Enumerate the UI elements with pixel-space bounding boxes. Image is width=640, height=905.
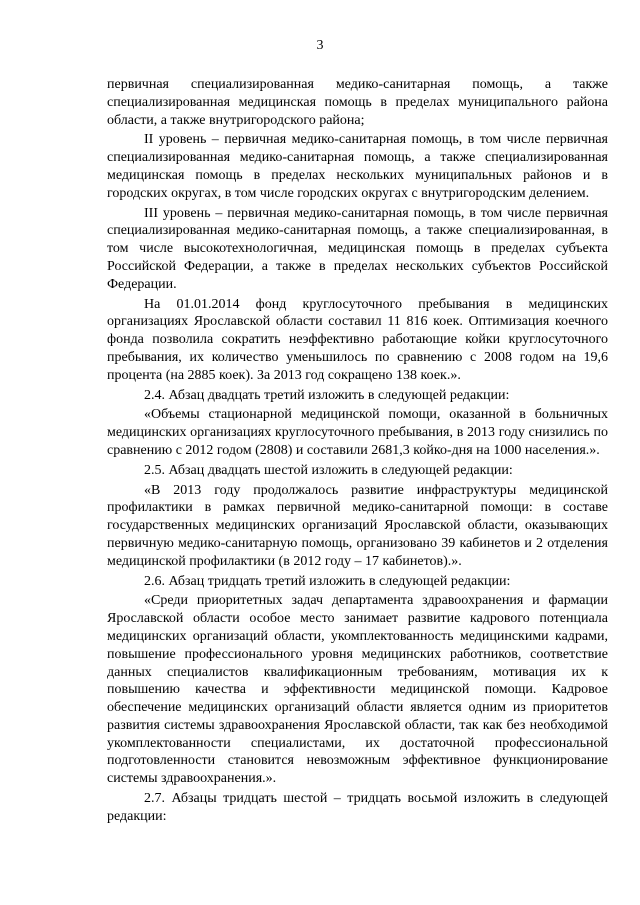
paragraph-clause-2-5: 2.5. Абзац двадцать шестой изложить в следующей редакции: — [144, 462, 513, 478]
document-body — [107, 76, 608, 828]
paragraph-bed-fund: На 01.01.2014 фонд круглосуточного пребывания в медицинских организациях Ярославской области составил 11 816 коек. Оптимизация коечного фонда позволила сократить неэффективно работающие койки круглосуточного пребывания, их количество уменьшилось по сравнению с 2008 годом на 19,6 процента (на 2885 коек). За 2013 год сокращено 138 коек.». — [107, 296, 608, 383]
page-number: 3 — [316, 38, 324, 53]
paragraph-level-2: II уровень – первичная медико-санитарная помощь, в том числе первичная специализированная медико-санитарная помощь, а также специализированная медицинская помощь в пределах нескольких муниципальных районов и в городских округах, в том числе городских округах с внутригородским делением. — [107, 132, 608, 201]
paragraph-clause-2-4-text: «Объемы стационарной медицинской помощи, оказанной в больничных медицинских организациях круглосуточного пребывания, в 2013 году снизились по сравнению с 2012 годом (2808) и составили 2681,3 койко-дня на 1000 населения.». — [107, 407, 608, 458]
paragraph-clause-2-5-text: «В 2013 году продолжалось развитие инфраструктуры медицинской профилактики в рамках первичной медико-санитарной помощи: в составе государственных медицинских организаций Ярославской области, оказывающих первичную медико-санитарную помощь, организовано 39 кабинетов и 2 отделения медицинской профилактики (в 2012 году – 17 кабинетов).». — [107, 482, 608, 569]
paragraph-level-3: III уровень – первичная медико-санитарная помощь, в том числе первичная специализированная медико-санитарная помощь, а также специализированная, в том числе высокотехнологичная, медицинская помощь в пределах субъекта Российской Федерации, а также в пределах нескольких субъектов Российской Федерации. — [107, 205, 608, 292]
paragraph-clause-2-6-text: «Среди приоритетных задач департамента здравоохранения и фармации Ярославской области особое место занимает развитие кадрового потенциала медицинских организаций области, укомплектованность медицинскими кадрами, повышение профессионального уровня медицинских работников, соответствие данных специалистов квалификационным требованиям, мотивация их к повышению качества и эффективности медицинской помощи. Кадровое обеспечение медицинских организаций области является одним из приоритетов развития системы здравоохранения Ярославской области, так как без необходимой укомплектованности специалистами, их достаточной профессиональной подготовленности становится невозможным эффективное функционирование системы здравоохранения.». — [107, 593, 608, 787]
paragraph-clause-2-4: 2.4. Абзац двадцать третий изложить в следующей редакции: — [144, 387, 510, 403]
paragraph-clause-2-7: 2.7. Абзацы тридцать шестой – тридцать восьмой изложить в следующей редакции: — [107, 791, 608, 824]
paragraph-clause-2-6: 2.6. Абзац тридцать третий изложить в следующей редакции: — [144, 573, 511, 589]
paragraph-1: первичная специализированная медико-санитарная помощь, а также специализированная медицинская помощь в пределах муниципального района области, а также внутригородского района; — [107, 77, 608, 128]
